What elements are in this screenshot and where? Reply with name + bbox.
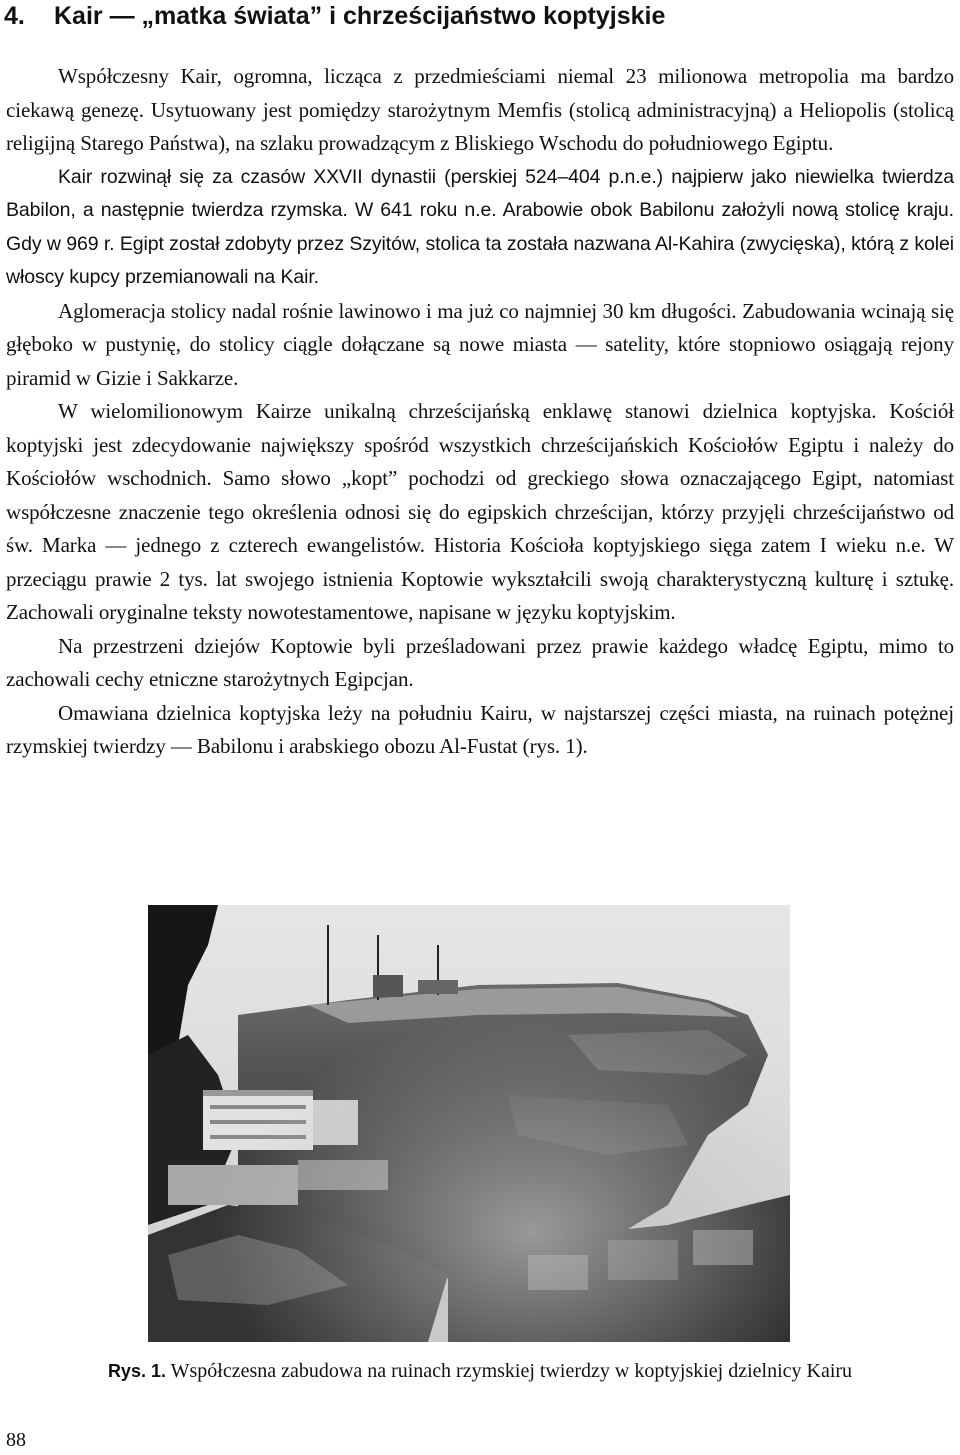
chapter-number: 4. — [4, 2, 25, 30]
chapter-title: Kair — „matka świata” i chrześcijaństwo koptyjskie — [54, 2, 666, 30]
figure-photo — [148, 905, 790, 1342]
caption-label: Rys. 1. — [107, 1361, 166, 1381]
paragraph-6: Omawiana dzielnica koptyjska leży na południu Kairu, w najstarszej części miasta, na ruinach potężnej rzymskiej twierdzy — Babilonu i arabskiego obozu Al-Fustat (rys. 1). — [6, 700, 954, 758]
page-number: 88 — [6, 1429, 26, 1451]
photo-illustration — [148, 905, 790, 1342]
paragraph-4: W wielomilionowym Kairze unikalną chrześcijańską enklawę stanowi dzielnica koptyjska. Kościół koptyjski jest zdecydowanie największy spośród wszystkich chrześcijańskich Kościołów Egiptu i należy do Kościołów wschodnich. Samo słowo „kopt” pochodzi od greckiego słowa oznaczającego Egipt, natomiast współczesne znaczenie tego określenia odnosi się do egipskich chrześcijan, którzy przyjęli chrześcijaństwo od św. Marka — jednego z czterech ewangelistów. Historia Kościoła koptyjskiego sięga zatem I wieku n.e. W przeciągu prawie 2 tys. lat swojego istnienia Koptowie wykształcili swoją charakterystyczną kulturę i sztukę. Zachowali oryginalne teksty nowotestamentowe, napisane w języku koptyjskim. — [6, 399, 954, 624]
paragraph-1: Współczesny Kair, ogromna, licząca z przedmieściami niemal 23 milionowa metropolia ma bardzo ciekawą genezę. Usytuowany jest pomiędzy starożytnym Memfis (stolicą administracyjną) a Heliopolis (stolicą religijną Starego Państwa), na szlaku prowadzącym z Bliskiego Wschodu do południowego Egiptu. — [6, 64, 954, 155]
caption-text: Współczesna zabudowa na ruinach rzymskiej twierdzy w koptyjskiej dzielnicy Kairu — [170, 1360, 853, 1382]
paragraph-3: Aglomeracja stolicy nadal rośnie lawinowo i ma już co najmniej 30 km długości. Zabudowania wcinają się głęboko w pustynię, do stolicy ciągle dołączane są nowe miasta — satelity, które stopniowo osiągają rejony piramid w Gizie i Sakkarze. — [6, 298, 954, 390]
paragraph-5: Na przestrzeni dziejów Koptowie byli prześladowani przez prawie każdego władcę Egiptu, mimo to zachowali cechy etniczne starożytnych Egipcjan. — [6, 633, 954, 691]
figure-caption — [0, 1357, 960, 1385]
paragraph-2: Kair rozwinął się za czasów XXVII dynastii (perskiej 524–404 p.n.e.) najpierw jako niewielka twierdza Babilon, a następnie twierdza rzymska. W 641 roku n.e. Arabowie obok Babilonu założyli nową stolicę kraju. Gdy w 969 r. Egipt został zdobyty przez Szyitów, stolica ta została nazwana Al-Kahira (zwycięska), którą z kolei włoscy kupcy przemianowali na Kair. — [6, 165, 954, 288]
chapter-heading — [4, 0, 954, 32]
body-text — [6, 60, 954, 764]
